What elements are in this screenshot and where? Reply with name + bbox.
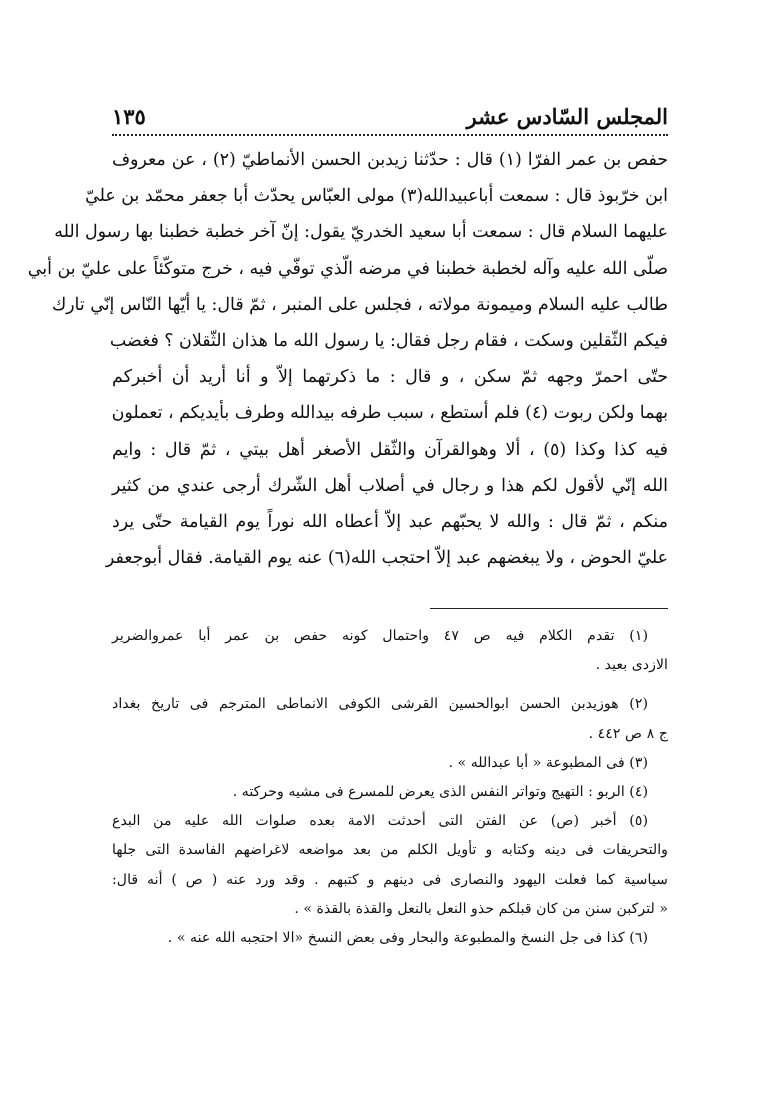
footnote-line: (١) تقدم الكلام فيه ص ٤٧ واحتمال كونه حفص بن عمر أبا عمروالضرير: [112, 628, 648, 644]
footnote-4: [112, 778, 668, 807]
footnote-2: [112, 690, 668, 748]
footnote-line: والتحريفات فى دينه وكتابه و تأويل الكلم من بعد مواضعه لاغراضهم الفاسدة التى جلها: [112, 842, 668, 859]
footnote-line: (٦) كذا فى جل النسخ والمطبوعة والبحار وفى بعض النسخ «الا احتجبه الله عنه » .: [167, 929, 648, 946]
text-line: ابن خرّبوذ قال : سمعت أباعبيدالله(٣) مولى العبّاس يحدّث أبا جعفر محمّد بن عليّ: [85, 186, 668, 207]
text-line: عليهما السلام قال : سمعت أبا سعيد الخدريّ يقول: إنّ آخر خطبة خطبنا بها رسول الله: [54, 222, 668, 243]
footnote-line: (٢) هوزيدبن الحسن ابوالحسين القرشى الكوفى الانماطى المترجم فى تاريخ بغداد: [112, 696, 648, 713]
footnote-line: الازدى بعيد .: [595, 657, 668, 674]
text-line: طالب عليه السلام وميمونة مولاته ، فجلس على المنبر ، ثمّ قال: يا أيّها النّاس إنّي تارك: [51, 294, 668, 315]
footnote-5: [112, 807, 668, 924]
chapter-title: المجلس السّادس عشر: [466, 103, 668, 129]
footnote-1: [112, 622, 668, 680]
footnote-3: [112, 749, 668, 778]
page-number: ١٣٥: [112, 103, 146, 129]
text-line: عليّ الحوض ، ولا يبغضهم عبد إلاّ احتجب الله(٦) عنه يوم القيامة. فقال أبوجعفر: [105, 548, 668, 569]
footnote-6: [112, 924, 668, 953]
footnote-line: (٤) الربو : التهيج وتواتر النفس الذى يعرض للمسرع فى مشيه وحركته .: [232, 783, 648, 800]
footnote-line: « لتركبن سنن من كان قبلكم حذو النعل بالنعل والقذة بالقذة » .: [294, 900, 668, 917]
footnote-line: ج ٨ ص ٤٤٢ .: [588, 725, 668, 742]
text-line: حفص بن عمر الفرّا (١) قال : حدّثنا زيدبن الحسن الأنماطيّ (٢) ، عن معروف: [112, 150, 668, 170]
footnote-line: (٣) فى المطبوعة « أبا عبدالله » .: [448, 754, 648, 771]
text-line: حتّى احمرّ وجهه ثمّ سكن ، و قال : ما ذكرتهما إلاّ و أنا أريد أن أخبركم: [112, 367, 668, 388]
text-line: فيكم الثّقلين وسكت ، فقام رجل فقال: يا رسول الله ما هذان الثّقلان ؟ فغضب: [109, 330, 668, 351]
page-header: [112, 88, 668, 128]
text-line: بهما ولكن ربوت (٤) فلم أستطع ، سبب طرفه بيدالله وطرف بأيديكم ، تعملون: [111, 403, 668, 424]
footnotes: [112, 622, 668, 953]
text-line: فيه كذا وكذا (٥) ، ألا وهوالقرآن والثّقل الأصغر أهل بيتي ، ثمّ قال : وايم: [112, 439, 668, 460]
footnote-line: سياسية كما فعلت اليهود والنصارى فى دينهم و كتبهم . وقد ورد عنه ( ص ) أنه قال:: [112, 871, 668, 888]
text-line: الله إنّي لأقول لكم هذا و رجال في أصلاب أهل الشّرك أرجى عندي من كثير: [112, 475, 668, 496]
text-line: صلّى الله عليه وآله لخطبة خطبنا في مرضه الّذي توفّي فيه ، خرج متوكّئاً على عليّ بن أبي: [27, 258, 668, 279]
text-line: منكم ، ثمّ قال : والله لا يحبّهم عبد إلاّ أعطاه الله نوراً يوم القيامة حتّى يرد: [112, 511, 668, 532]
footnote-divider: [430, 608, 668, 609]
footnote-line: (٥) أخبر (ص) عن الفتن التى أحدثت الامة بعده صلوات الله عليه من البدع: [112, 813, 648, 830]
main-text: [27, 142, 668, 576]
header-divider: [112, 134, 668, 136]
